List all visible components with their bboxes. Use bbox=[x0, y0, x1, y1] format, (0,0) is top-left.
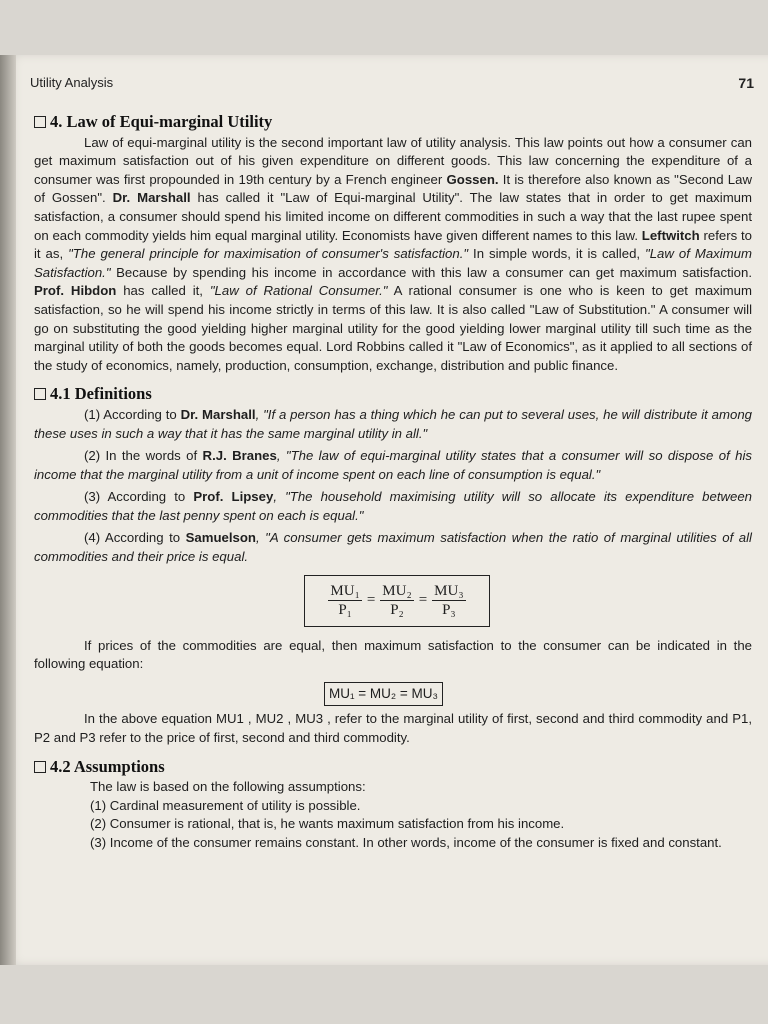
checkbox-bullet-icon bbox=[34, 761, 46, 773]
checkbox-bullet-icon bbox=[34, 116, 46, 128]
equation-explanation: In the above equation MU1 , MU2 , MU3 , refer to the marginal utility of first, second and third commodity and P1, P2 and P3 refer to the price of first, second and third commodity. bbox=[34, 711, 752, 746]
assumptions-intro: The law is based on the following assumptions: bbox=[90, 779, 366, 795]
section-4-2-heading: 4.2 Assumptions bbox=[34, 758, 752, 777]
fraction-1: $\frac{\text{MU₁}}{\text{P₁}}$ bbox=[330, 583, 360, 619]
definition-3: (3) According to Prof. Lipsey, "The household maximising utility will so allocate its expenditure between commodities that the last penny spent on each is equal." bbox=[34, 489, 753, 523]
fraction-3: $\frac{\text{MU₃}}{\text{P₃}}$ bbox=[434, 583, 464, 619]
page-content bbox=[34, 113, 752, 853]
checkbox-bullet-icon bbox=[34, 388, 46, 400]
equal-marginal-utility-equation: MU₁ = MU₂ = MU₃ bbox=[324, 682, 443, 707]
running-header bbox=[30, 75, 754, 90]
assumption-item: (3) Income of the consumer remains constant. In other words, income of the consumer is fixed and constant. bbox=[90, 835, 722, 850]
equal-prices-paragraph: If prices of the commodities are equal, then maximum satisfaction to the consumer can be indicated in the following equation: bbox=[34, 637, 752, 672]
page-binding-shadow bbox=[0, 55, 16, 965]
book-page bbox=[0, 55, 768, 965]
section-4-paragraph: Law of equi-marginal utility is the second important law of utility analysis. This law points out how a consumer can get maximum satisfaction out of his given expenditure on different goods. This law concerning the expenditure of a consumer was first propounded in 19th century by a French engineer Gossen. It is therefore also known as "Second Law of Gossen". Dr. Marshall has called it "Law of Equi-marginal Utility". The law states that in order to get maximum satisfaction, a consumer should spend his limited income on different commodities in such a way that the last rupee spent on each commodity yields him equal marginal utility. Economists have given different names to this law. Leftwitch refers to it as, "The general principle for maximisation of consumer's satisfaction." In simple words, it is called, "Law of Maximum Satisfaction." Because by spending his income in accordance with this law a consumer can get maximum satisfaction. Prof. Hibdon has called it, "Law of Rational Consumer." A rational consumer is one who is keen to get maximum satisfaction, so he will spend his income strictly in terms of this law. It is also called "Law of Substitution." A consumer will go on substituting the good yielding higher marginal utility for the good yielding lower marginal utility till such time as the marginal utility of both the goods becomes equal. Lord Robbins called it "Law of Economics", as it applied to all sections of the study of economics, namely, production, consumption, exchange, distribution and public finance. bbox=[34, 134, 753, 373]
fraction-2: $\frac{\text{MU₂}}{\text{P₂}}$ bbox=[382, 583, 412, 619]
definition-1: (1) According to Dr. Marshall, "If a person has a thing which he can put to several uses, he will distribute it among these uses in such a way that it has the same marginal utility in all." bbox=[34, 406, 752, 441]
running-title: Utility Analysis bbox=[30, 75, 114, 90]
assumption-item: (1) Cardinal measurement of utility is possible. bbox=[90, 797, 361, 813]
section-4-heading: 4. Law of Equi-marginal Utility bbox=[34, 113, 752, 132]
section-4-1-heading: 4.1 Definitions bbox=[34, 385, 752, 404]
assumptions-list bbox=[34, 778, 752, 834]
equi-marginal-ratio-equation: $\frac{\text{MU₁}}{\text{P₁}}$ = $\frac{\text{MU₂}}{\text{P₂}}$ = $\frac{\text{MU₃}}{\text{P₃}}$ bbox=[304, 575, 490, 627]
definitions-list bbox=[34, 406, 752, 567]
page-number: 71 bbox=[738, 75, 754, 91]
definition-4: (4) According to Samuelson, "A consumer gets maximum satisfaction when the ratio of marginal utilities of all commodities and their price is equal. bbox=[34, 530, 752, 565]
assumption-item: (2) Consumer is rational, that is, he wants maximum satisfaction from his income. bbox=[90, 816, 565, 832]
definition-2: (2) In the words of R.J. Branes, "The law of equi-marginal utility states that a consumer will so dispose of his income that the marginal utility from a unit of income spent on each line of consumption is equal." bbox=[34, 448, 752, 482]
